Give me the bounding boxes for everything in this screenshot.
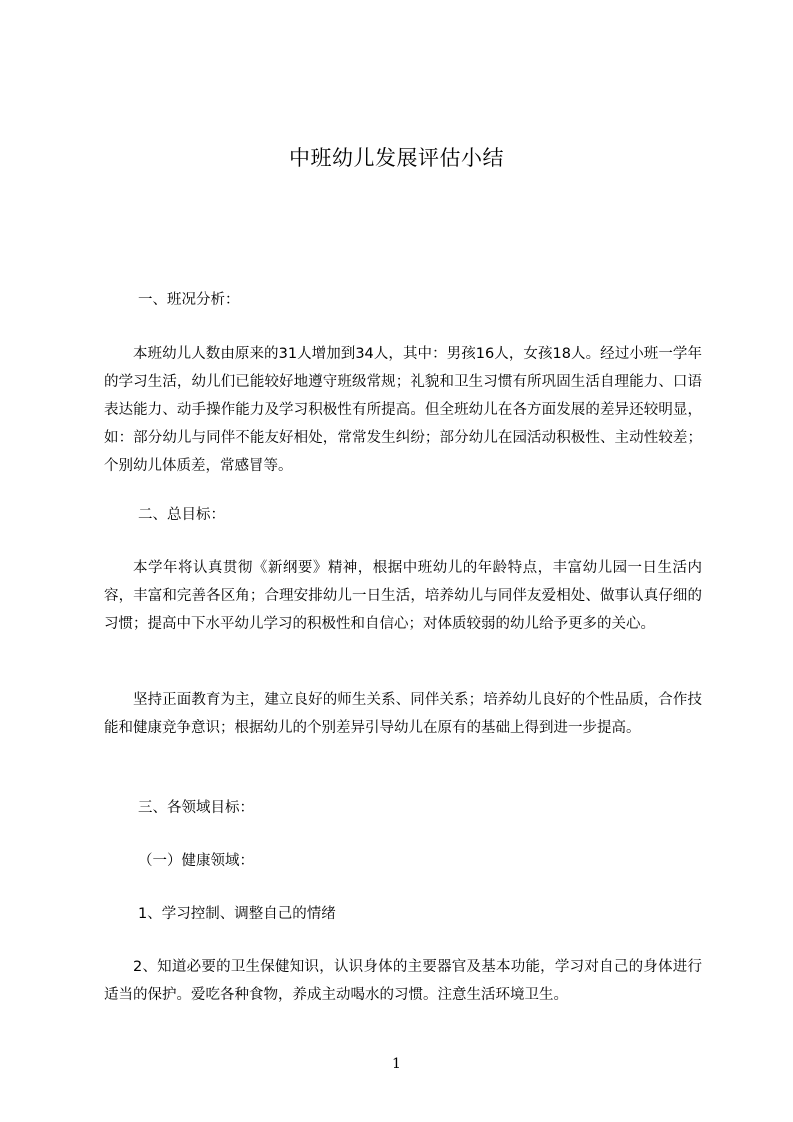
list-item-emotion-control: 1、学习控制、调整自己的情绪 <box>138 906 336 922</box>
paragraph-positive-education: 坚持正面教育为主，建立良好的师生关系、同伴关系；培养幼儿良好的个性品质，合作技能和健康竞争意识；根据幼儿的个别差异引导幼儿在原有的基础上得到进一步提高。 <box>104 692 702 736</box>
page-title: 中班幼儿发展评估小结 <box>289 146 504 170</box>
section-heading-overall-goals: 二、总目标： <box>138 507 225 523</box>
page-number: 1 <box>392 1056 401 1072</box>
subsection-heading-health: （一）健康领域： <box>138 853 254 869</box>
list-item-health-knowledge: 2、知道必要的卫生保健知识，认识身体的主要器官及基本功能，学习对自己的身体进行适当的保护。爱吃各种食物，养成主动喝水的习惯。注意生活环境卫生。 <box>104 959 702 1003</box>
paragraph-class-analysis: 本班幼儿人数由原来的31人增加到34人，其中：男孩16人，女孩18人。经过小班一学年的学习生活，幼儿们已能较好地遵守班级常规；礼貌和卫生习惯有所巩固生活自理能力、口语表达能力、动手操作能力及学习积极性有所提高。但全班幼儿在各方面发展的差异还较明显，如：部分幼儿与同伴不能友好相处，常常发生纠纷；部分幼儿在园活动积极性、主动性较差；个别幼儿体质差，常感冒等。 <box>104 346 702 474</box>
section-heading-domain-goals: 三、各领域目标： <box>138 800 254 816</box>
section-heading-class-analysis: 一、班况分析： <box>138 292 240 308</box>
paragraph-overall-goals: 本学年将认真贯彻《新纲要》精神，根据中班幼儿的年龄特点，丰富幼儿园一日生活内容，丰富和完善各区角；合理安排幼儿一日生活，培养幼儿与同伴友爱相处、做事认真仔细的习惯；提高中下水平幼儿学习的积极性和自信心；对体质较弱的幼儿给予更多的关心。 <box>104 560 702 632</box>
